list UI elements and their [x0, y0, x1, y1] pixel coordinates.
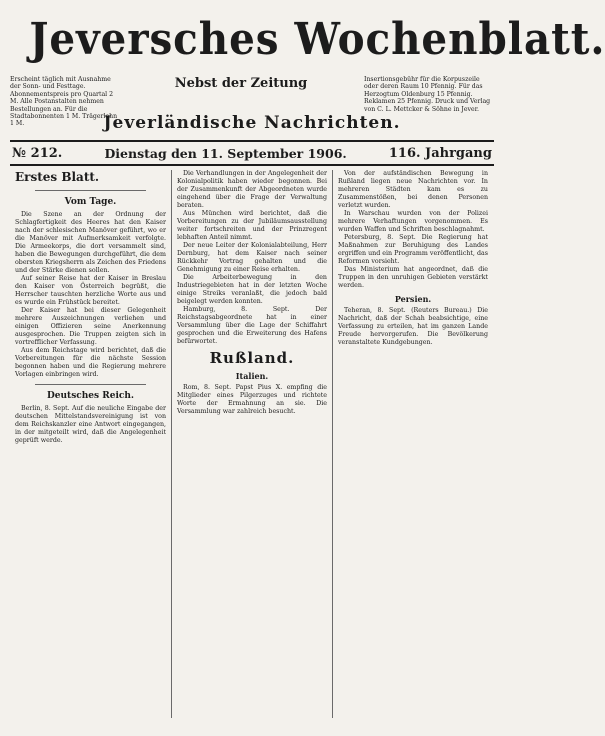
- column-1: [10, 170, 171, 718]
- article-paragraph: Auf seiner Reise hat der Kaiser in Breslau den Kaiser von Österreich begrüßt, die Herrscher tauschten herzliche Worte aus und es wurde ein Frühstück bereitet.: [15, 275, 166, 306]
- article-paragraph: Der Kaiser hat bei dieser Gelegenheit mehrere Auszeichnungen verliehen und einigen Offizieren seine Anerkennung ausgesprochen. Die Truppen zeigten sich in vortrefflicher Verfassung.: [15, 307, 166, 346]
- issue-year: 116. Jahrgang: [388, 145, 492, 161]
- article-paragraph: In Warschau wurden von der Polizei mehrere Verhaftungen vorgenommen. Es wurden Waffen und Schriften beschlagnahmt.: [338, 210, 488, 233]
- newspaper-subtitle: Jeverländische Nachrichten.: [103, 113, 401, 133]
- divider: [35, 190, 146, 191]
- issue-number: № 212.: [12, 145, 63, 161]
- article-paragraph: Die Szene an der Ordnung der Schlagfertigkeit des Heeres hat den Kaiser nach der schlesischen Manöver geführt, wo er die Manöver mit Aufmerksamkeit verfolgte. Die Armeekorps, die dort versammelt sind, haben die Bewegungen durchgeführt, die dem obersten Kriegsherrn als Zeichen des Friedens und der Stärke dienen sollen.: [15, 211, 166, 274]
- article-paragraph: Das Ministerium hat angeordnet, daß die Truppen in den unruhigen Gebieten verstärkt werden.: [338, 266, 488, 289]
- advertising-notice: Insertionsgebühr für die Korpuszeile oder deren Raum 10 Pfennig. Für das Herzogtum Oldenburg 15 Pfennig. Reklamen 25 Pfennig. Druck und Verlag von C. L. Mettcker & Söhne in Jever.: [364, 76, 491, 113]
- column-2: [171, 170, 332, 718]
- article-paragraph: Aus dem Reichstage wird berichtet, daß die Vorbereitungen für die nächste Session begonnen haben und die Regierung mehrere Vorlagen einbringen wird.: [15, 347, 166, 378]
- article-paragraph: Der neue Leiter der Kolonialabteilung, Herr Dernburg, hat dem Kaiser nach seiner Rückkehr Vortrag gehalten und die Genehmigung zu einer Reise erhalten.: [177, 242, 327, 273]
- article-heading: Rußland.: [209, 349, 295, 367]
- article-columns: [10, 170, 494, 718]
- article-paragraph: Rom, 8. Sept. Papst Pius X. empfing die Mitglieder eines Pilgerzuges und richtete Worte der Ermahnung an sie. Die Versammlung war zahlreich besucht.: [177, 384, 327, 415]
- article-heading: Vom Tage.: [64, 197, 117, 207]
- article-paragraph: Die Arbeiterbewegung in den Industriegebieten hat in der letzten Woche einige Streiks veranlaßt, die jedoch bald beigelegt werden konnten.: [177, 274, 327, 305]
- article-paragraph: Teheran, 8. Sept. (Reuters Bureau.) Die Nachricht, daß der Schah beabsichtige, eine Verfassung zu erteilen, hat im ganzen Lande Freude hervorgerufen. Die Bevölkerung veranstaltete Kundgebungen.: [338, 307, 488, 346]
- section-heading: Erstes Blatt.: [15, 170, 100, 184]
- subscription-notice: Erscheint täglich mit Ausnahme der Sonn- und Festtage. Abonnementspreis pro Quartal 2 M. Alle Postanstalten nehmen Bestellungen an. Für die Stadtabonnenten 1 M. Trägerlohn 1 M.: [10, 76, 118, 128]
- divider: [35, 384, 146, 385]
- article-subheading: Persien.: [394, 294, 432, 304]
- newspaper-page: [10, 10, 605, 716]
- article-heading: Deutsches Reich.: [46, 391, 135, 401]
- supplement-note: Nebst der Zeitung: [174, 76, 308, 91]
- article-subheading: Italien.: [235, 371, 269, 381]
- article-paragraph: Hamburg, 8. Sept. Der Reichstagsabgeordnete hat in einer Versammlung über die Lage der Schiffahrt gesprochen und die Erweiterung des Hafens befürwortet.: [177, 306, 327, 345]
- article-paragraph: Die Verhandlungen in der Angelegenheit der Kolonialpolitik haben wieder begonnen. Bei der Zusammenkunft der Abgeordneten wurde eingehend über die Frage der Verwaltung beraten.: [177, 170, 327, 209]
- article-paragraph: Aus München wird berichtet, daß die Vorbereitungen zu der Jubiläumsausstellung weiter fortschreiten und der Prinzregent lebhaften Anteil nimmt.: [177, 210, 327, 241]
- column-3: [332, 170, 493, 718]
- masthead-title: Jeversches Wochenblatt.: [29, 14, 605, 65]
- article-paragraph: Berlin, 8. Sept. Auf die neuliche Eingabe der deutschen Mittelstandsvereinigung ist von dem Reichskanzler eine Antwort eingegangen, in der mitgeteilt wird, daß die Angelegenheit geprüft werde.: [15, 405, 166, 444]
- issue-date: Dienstag den 11. September 1906.: [104, 145, 347, 161]
- issue-bar: [10, 140, 494, 166]
- article-paragraph: Petersburg, 8. Sept. Die Regierung hat Maßnahmen zur Beruhigung des Landes ergriffen und ein Programm veröffentlicht, das Reformen vorsieht.: [338, 234, 488, 265]
- article-paragraph: Von der aufständischen Bewegung in Rußland liegen neue Nachrichten vor. In mehreren Städten kam es zu Zusammenstößen, bei denen Personen verletzt wurden.: [338, 170, 488, 209]
